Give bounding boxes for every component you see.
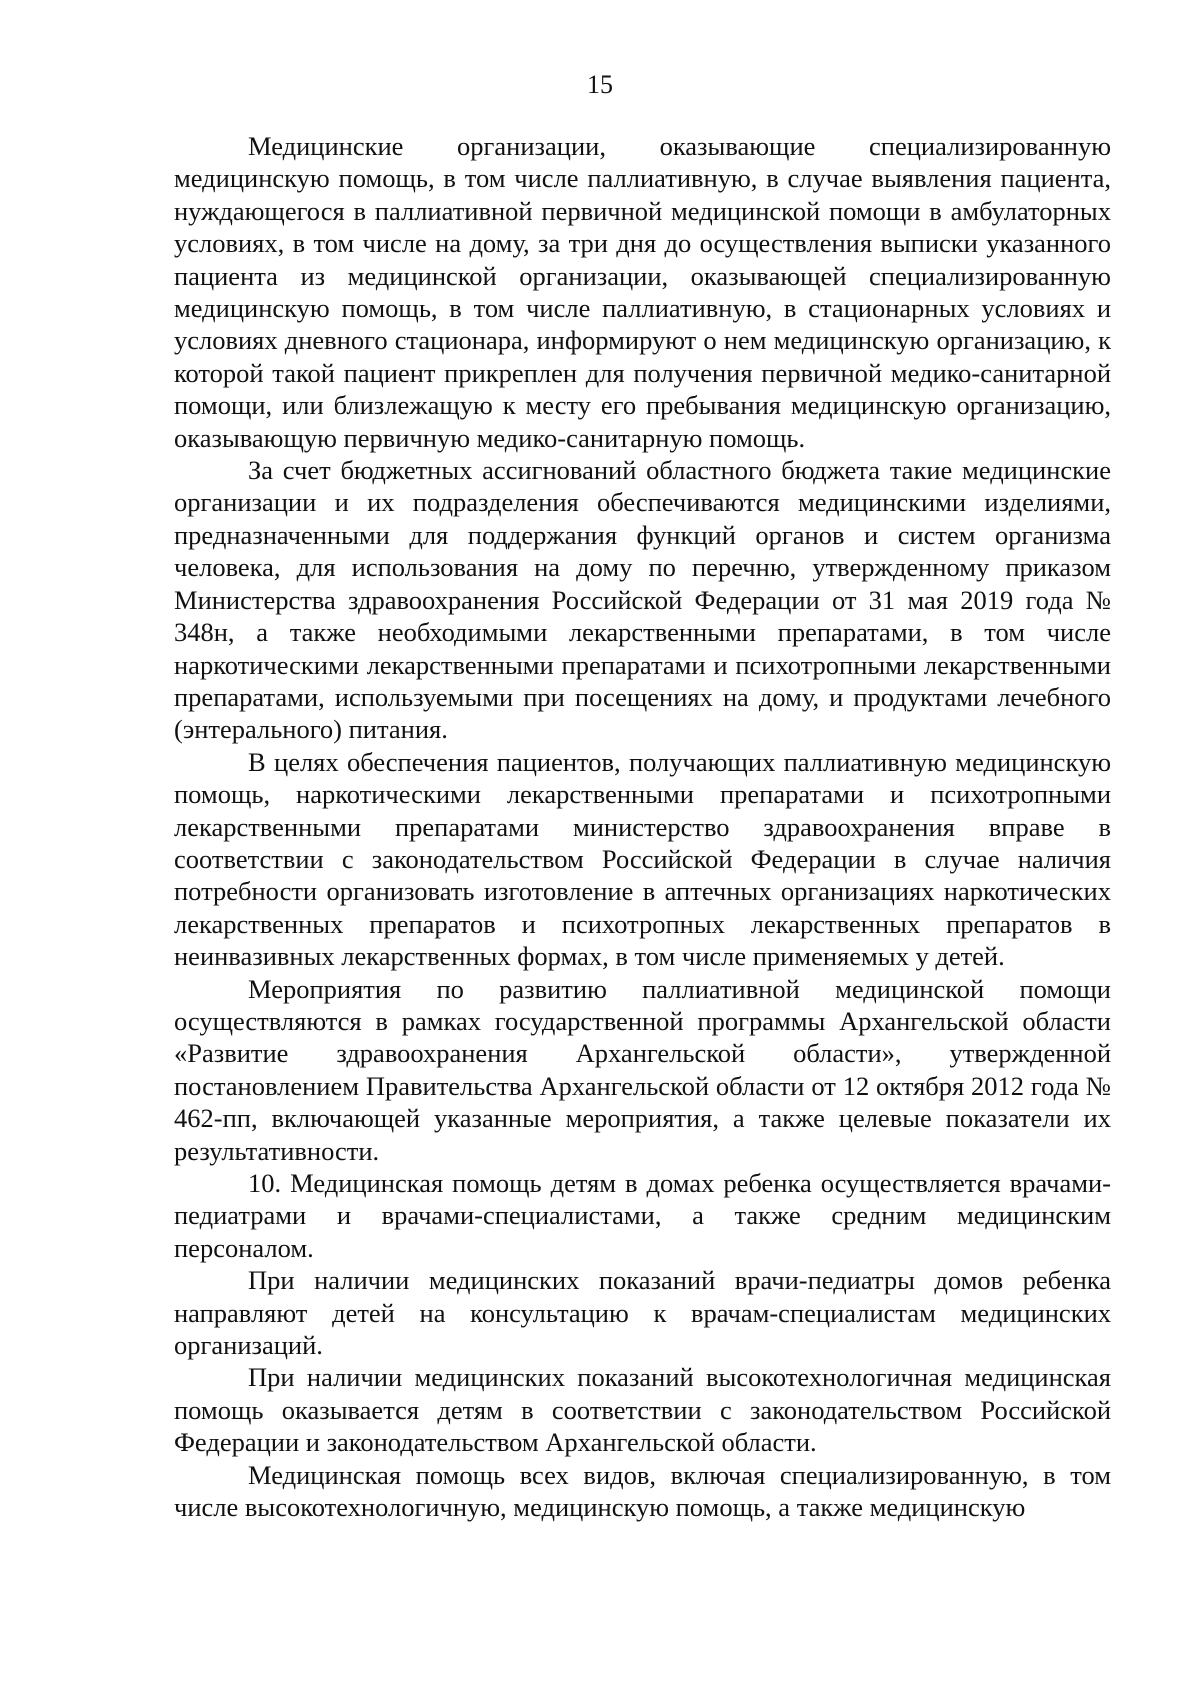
- paragraph-budget-funding: За счет бюджетных ассигнований областного бюджета такие медицинские организации и их подразделения обеспечиваются медицинскими изделиями, предназначенными для поддержания функций органов и систем организма человека, для использования на дому по перечню, утвержденному приказом Министерства здравоохранения Российской Федерации от 31 мая 2019 года № 348н, а также необходимыми лекарственными препаратами, в том числе наркотическими лекарственными препаратами и психотропными лекарственными препаратами, используемыми при посещениях на дому, и продуктами лечебного (энтерального) питания.: [174, 455, 1111, 745]
- page-number: 15: [587, 70, 613, 99]
- paragraph-all-types-care: Медицинская помощь всех видов, включая специализированную, в том числе высокотехнологичную, медицинскую помощь, а также медицинскую: [174, 1459, 1111, 1523]
- paragraph-narcotic-provision: В целях обеспечения пациентов, получающих паллиативную медицинскую помощь, наркотическими лекарственными препаратами и психотропными лекарственными препаратами министерство здравоохранения вправе в соответствии с законодательством Российской Федерации в случае наличия потребности организовать изготовление в аптечных организациях наркотических лекарственных препаратов и психотропных лекарственных препаратов в неинвазивных лекарственных формах, в том числе применяемых у детей.: [174, 746, 1111, 972]
- paragraph-item-10-children-homes: 10. Медицинская помощь детям в домах ребенка осуществляется врачами-педиатрами и врачами-специалистами, а также средним медицинским персоналом.: [174, 1168, 1111, 1263]
- paragraph-palliative-discharge-notice: Медицинские организации, оказывающие специализированную медицинскую помощь, в том числе паллиативную, в случае выявления пациента, нуждающегося в паллиативной первичной медицинской помощи в амбулаторных условиях, в том числе на дому, за три дня до осуществления выписки указанного пациента из медицинской организации, оказывающей специализированную медицинскую помощь, в том числе паллиативную, в стационарных условиях и условиях дневного стационара, информируют о нем медицинскую организацию, к которой такой пациент прикреплен для получения первичной медико-санитарной помощи, или близлежащую к месту его пребывания медицинскую организацию, оказывающую первичную медико-санитарную помощь.: [174, 131, 1111, 453]
- paragraph-pediatric-referral: При наличии медицинских показаний врачи-педиатры домов ребенка направляют детей на консультацию к врачам-специалистам медицинских организаций.: [174, 1265, 1111, 1361]
- document-body: [174, 130, 1111, 1523]
- paragraph-state-program: Мероприятия по развитию паллиативной медицинской помощи осуществляются в рамках государственной программы Архангельской области «Развитие здравоохранения Архангельской области», утвержденной постановлением Правительства Архангельской области от 12 октября 2012 года № 462-пп, включающей указанные мероприятия, а также целевые показатели их результативности.: [174, 973, 1111, 1166]
- paragraph-high-tech-care: При наличии медицинских показаний высокотехнологичная медицинская помощь оказывается детям в соответствии с законодательством Российской Федерации и законодательством Архангельской области.: [174, 1362, 1111, 1458]
